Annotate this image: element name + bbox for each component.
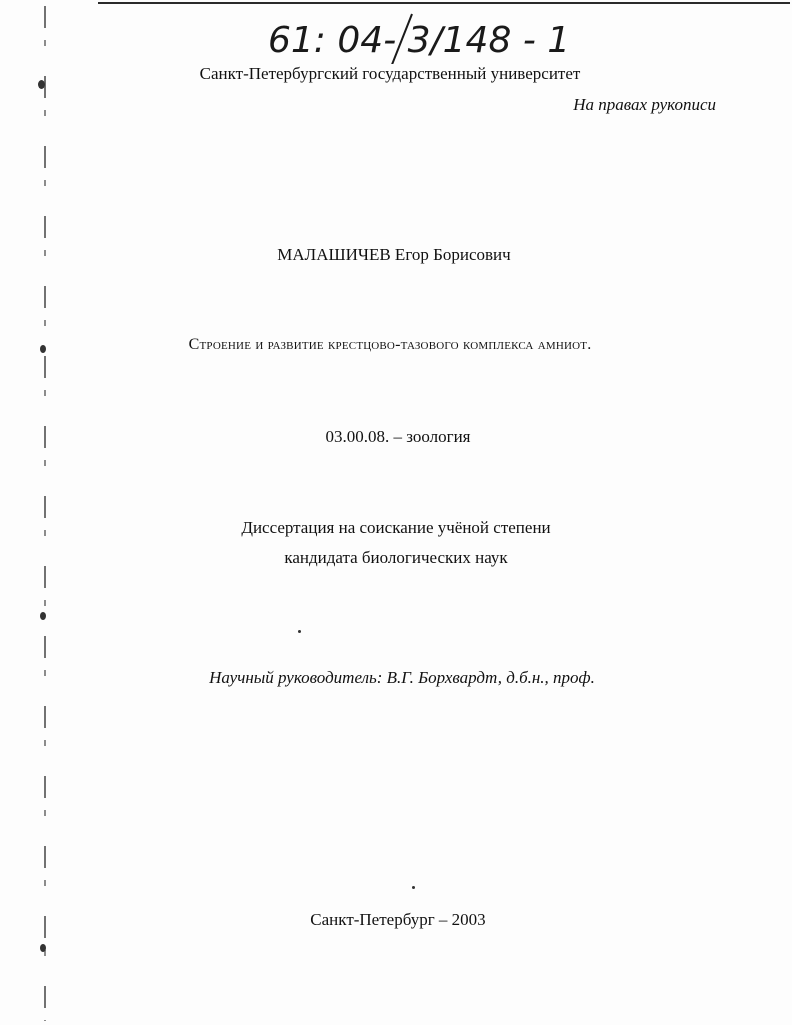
scan-speck — [40, 612, 46, 620]
author-name: МАЛАШИЧЕВ Егор Борисович — [277, 245, 511, 264]
rights-note: На правах рукописи — [573, 95, 716, 114]
scan-top-edge — [98, 2, 790, 4]
archive-number-text: 61: 04- 3/148 - 1 — [268, 20, 568, 61]
specialty-code: 03.00.08. – зоология — [325, 427, 471, 446]
handwritten-archive-number — [268, 10, 568, 64]
scientific-supervisor: Научный руководитель: В.Г. Борхвардт, д.б.н., проф. — [209, 668, 595, 687]
city-and-year: Санкт-Петербург – 2003 — [310, 910, 486, 929]
scan-speck — [40, 944, 46, 952]
scan-left-edge — [44, 6, 46, 1021]
dissertation-degree-line2: кандидата биологических наук — [284, 548, 508, 567]
university-name: Санкт-Петербургский государственный университет — [199, 64, 581, 83]
dissertation-degree-line1: Диссертация на соискание учёной степени — [241, 518, 551, 537]
dissertation-title-text: Строение и развитие крестцово-тазового комплекса амниот. — [188, 336, 592, 353]
dissertation-title — [0, 336, 786, 354]
scan-speck — [412, 886, 415, 889]
scan-speck — [298, 630, 301, 633]
